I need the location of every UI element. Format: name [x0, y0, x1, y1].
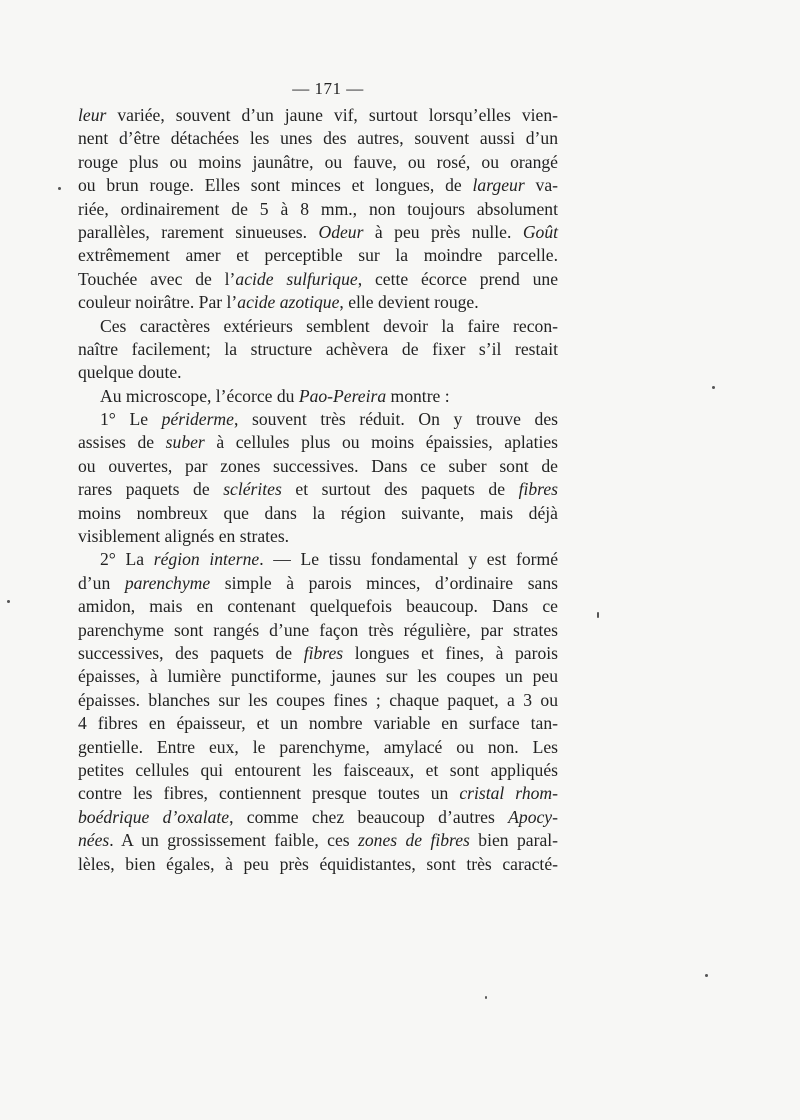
italic-text: fibres: [518, 479, 558, 500]
scan-speck: [712, 386, 715, 389]
text-run: rares paquets de: [78, 479, 224, 500]
italic-text: périderme: [161, 409, 234, 430]
text-line: [78, 431, 558, 454]
text-run: rouge plus ou moins jaunâtre, ou fauve, ou rosé, ou orangé: [78, 151, 558, 172]
text-line: [78, 619, 558, 642]
text-line: [78, 712, 558, 735]
text-run: et surtout des paquets de: [281, 479, 519, 500]
text-run: . — Le tissu fondamental y est formé: [259, 549, 559, 570]
italic-text: boédrique d’oxalate: [78, 806, 230, 827]
text-run: va-: [524, 175, 558, 196]
italic-text: Apocy-: [508, 806, 558, 827]
text-run: , souvent très réduit. On y trouve des: [233, 409, 558, 430]
text-line: [78, 502, 558, 525]
text-line: [78, 221, 558, 244]
text-run: naître facilement; la structure achèvera de fixer s’il restait: [78, 338, 558, 359]
text-line: [78, 361, 558, 384]
text-line: [78, 244, 558, 267]
italic-text: leur: [78, 105, 107, 125]
text-line: [78, 291, 558, 314]
italic-text: acide azotique: [237, 292, 340, 313]
text-run: moins nombreux que dans la région suivante, mais déjà: [78, 502, 558, 523]
text-run: à cellules plus ou moins épaissies, aplaties: [204, 432, 558, 453]
text-run: Ces caractères extérieurs semblent devoir la faire recon-: [100, 315, 558, 336]
text-run: amidon, mais en contenant quelquefois beaucoup. Dans ce: [78, 596, 558, 617]
italic-text: suber: [165, 432, 205, 453]
text-line: [78, 455, 558, 478]
text-run: parallèles, rarement sinueuses.: [78, 221, 319, 242]
text-line: [78, 736, 558, 759]
text-run: 1° Le: [100, 409, 162, 430]
text-line: [78, 338, 558, 361]
text-run: à peu près nulle.: [363, 221, 523, 242]
text-run: . A un grossissement faible, ces: [109, 830, 358, 851]
text-line: [78, 408, 558, 431]
text-run: longues et fines, à parois: [343, 642, 558, 663]
text-run: simple à parois minces, d’ordinaire sans: [210, 572, 558, 593]
text-line: [78, 104, 558, 127]
scan-speck: [485, 996, 487, 999]
text-run: visiblement alignés en strates.: [78, 526, 290, 547]
text-run: montre :: [386, 385, 450, 406]
text-run: ou ouvertes, par zones successives. Dans ce suber sont de: [78, 455, 558, 476]
scan-speck: [7, 600, 10, 603]
text-run: Touchée avec de l’: [78, 268, 236, 289]
text-run: petites cellules qui entourent les faisceaux, et sont appliqués: [78, 759, 558, 780]
scan-speck: [58, 187, 61, 190]
text-line: [78, 665, 558, 688]
text-line: [78, 689, 558, 712]
italic-text: Pao-Pereira: [298, 385, 387, 406]
text-run: 2° La: [100, 549, 154, 570]
italic-text: nées: [78, 830, 110, 851]
text-run: nent d’être détachées les unes des autres, souvent aussi d’un: [78, 128, 558, 149]
text-run: , comme chez beaucoup d’autres: [229, 806, 509, 827]
text-run: 4 fibres en épaisseur, et un nombre variable en surface tan-: [78, 713, 558, 734]
text-line: [78, 806, 558, 829]
text-line: [78, 198, 558, 221]
text-line: [78, 642, 558, 665]
text-line: [78, 174, 558, 197]
text-run: bien paral-: [469, 830, 558, 851]
text-run: gentielle. Entre eux, le parenchyme, amylacé ou non. Les: [78, 736, 558, 757]
text-line: [78, 782, 558, 805]
text-run: variée, souvent d’un jaune vif, surtout lorsqu’elles vien-: [106, 105, 558, 125]
italic-text: Odeur: [318, 221, 364, 242]
text-run: Au microscope, l’écorce du: [100, 385, 299, 406]
italic-text: cristal rhom-: [459, 783, 558, 804]
text-line: [78, 268, 558, 291]
text-run: , cette écorce prend une: [357, 268, 559, 289]
text-run: couleur noirâtre. Par l’: [78, 292, 238, 313]
text-run: successives, des paquets de: [78, 642, 304, 663]
text-line: [78, 478, 558, 501]
italic-text: Goût: [522, 221, 558, 242]
text-run: extrêmement amer et perceptible sur la moindre parcelle.: [78, 245, 558, 266]
text-line: [78, 595, 558, 618]
text-run: lèles, bien égales, à peu près équidistantes, sont très caracté-: [78, 853, 558, 874]
page-content: [78, 74, 558, 876]
scan-speck: [705, 974, 708, 977]
text-run: ou brun rouge. Elles sont minces et longues, de: [78, 175, 473, 196]
text-line: [78, 572, 558, 595]
text-line: [78, 525, 558, 548]
text-run: assises de: [78, 432, 166, 453]
italic-text: fibres: [303, 642, 344, 663]
text-line: [78, 759, 558, 782]
text-line: [78, 548, 558, 571]
scan-speck: [597, 612, 599, 618]
text-line: [78, 151, 558, 174]
italic-text: largeur: [472, 175, 525, 196]
text-line: [78, 829, 558, 852]
text-run: , elle devient rouge.: [339, 292, 479, 313]
text-line: [78, 853, 558, 876]
text-line: [78, 385, 558, 408]
text-run: épaisses, à lumière punctiforme, jaunes sur les coupes un peu: [78, 666, 558, 687]
text-run: parenchyme sont rangés d’une façon très régulière, par strates: [78, 619, 558, 640]
italic-text: région interne: [153, 549, 260, 570]
italic-text: acide sulfurique: [235, 268, 358, 289]
italic-text: sclérites: [223, 479, 282, 500]
text-line: [78, 127, 558, 150]
italic-text: parenchyme: [124, 572, 211, 593]
body-text: [78, 104, 558, 876]
page-number: — 171 —: [292, 79, 364, 98]
text-run: quelque doute.: [78, 362, 182, 383]
text-line: [78, 315, 558, 338]
text-run: d’un: [78, 572, 125, 593]
italic-text: zones de fibres: [358, 830, 470, 851]
text-run: contre les fibres, contiennent presque toutes un: [78, 783, 460, 804]
text-run: épaisses. blanches sur les coupes fines ; chaque paquet, a 3 ou: [78, 689, 558, 710]
text-run: riée, ordinairement de 5 à 8 mm., non toujours absolument: [78, 198, 558, 219]
